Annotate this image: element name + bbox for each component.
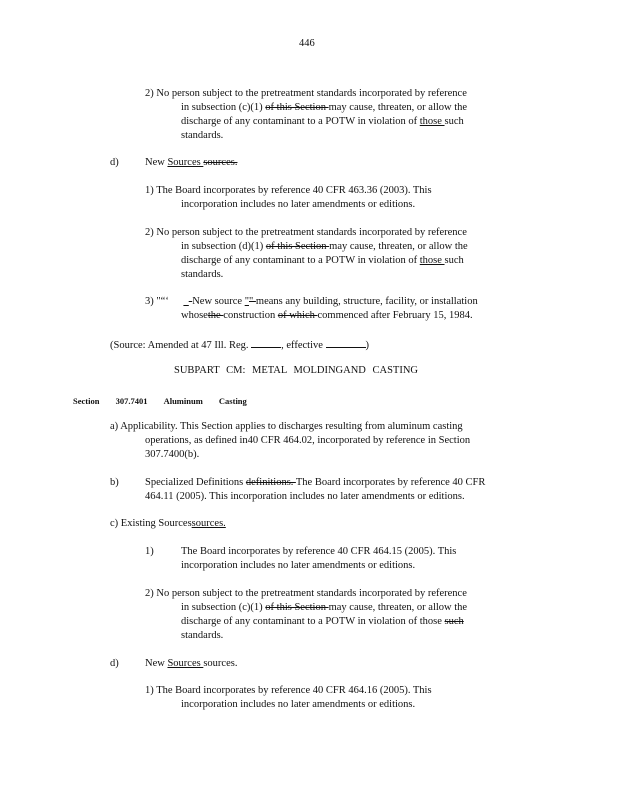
sc2-line-1: 2) No person subject to the pretreatment standards incorporated by reference — [145, 588, 467, 599]
sc2-line-4: standards. — [181, 630, 224, 641]
c1-line-1: The Board incorporates by reference 40 CFR 464.15 (2005). This — [181, 546, 457, 557]
b-line-2: 464.11 (2005). This incorporation includes no later amendments or editions. — [145, 491, 465, 502]
sc2-line-3: discharge of any contaminant to a POTW in violation of those such — [181, 616, 464, 627]
page-number: 446 — [299, 38, 315, 49]
sc2-line-2: in subsection (c)(1) of this Section may cause, threaten, or allow the — [181, 602, 468, 613]
c1-line-2: incorporation includes no later amendments or editions. — [181, 560, 416, 571]
c2-label: 2) — [145, 88, 154, 99]
d1-line-1: 1) The Board incorporates by reference 40 CFR 463.36 (2003). This — [145, 185, 432, 196]
d1-line-2: incorporation includes no later amendments or editions. — [181, 199, 416, 210]
d3-line-2: whosethe construction of which commenced after February 15, 1984. — [181, 310, 473, 321]
d2-line-1: 2) No person subject to the pretreatment standards incorporated by reference — [145, 227, 467, 238]
subpart-title: SUBPART CM: METAL MOLDINGAND CASTING — [174, 365, 418, 376]
b-label: b) — [110, 477, 119, 488]
section-heading: Section 307.7401 Aluminum Casting — [73, 396, 247, 406]
d2-line-2: in subsection (d)(1) of this Section may cause, threaten, or allow the — [181, 241, 468, 252]
d2-line-4: standards. — [181, 269, 224, 280]
a-line-3: 307.7400(b). — [145, 449, 200, 460]
a-line-2: operations, as defined in40 CFR 464.02, incorporated by reference in Section — [145, 435, 471, 446]
c2-line-1: 2) No person subject to the pretreatment standards incorporated by reference — [145, 88, 467, 99]
sd-label: d) — [110, 658, 119, 669]
a-line-1: a) Applicability. This Section applies to discharges resulting from aluminum casting — [110, 421, 463, 432]
sd1-line-2: incorporation includes no later amendments or editions. — [181, 699, 416, 710]
c-heading: c) Existing Sourcessources. — [110, 518, 226, 529]
source-reg-blank — [251, 338, 281, 348]
d-label: d) — [110, 157, 119, 168]
d3-line-1: 3) "“‘ _-New source "" means any building, structure, facility, or installation — [145, 296, 478, 307]
d2-line-3: discharge of any contaminant to a POTW in violation of those such — [181, 255, 464, 266]
sd-heading: New Sources sources. — [145, 658, 238, 669]
c2-line-3: discharge of any contaminant to a POTW in violation of those such — [181, 116, 464, 127]
d-heading: New Sources sources. — [145, 157, 238, 168]
c2-line-2: in subsection (c)(1) of this Section may cause, threaten, or allow the — [181, 102, 468, 113]
source-note: (Source: Amended at 47 Ill. Reg. , effective ) — [110, 340, 370, 351]
sd1-line-1: 1) The Board incorporates by reference 40 CFR 464.16 (2005). This — [145, 685, 432, 696]
c2-line-4: standards. — [181, 130, 224, 141]
b-line-1: Specialized Definitions definitions. The Board incorporates by reference 40 CFR — [145, 477, 486, 488]
c1-label: 1) — [145, 546, 154, 557]
source-date-blank — [326, 338, 366, 348]
